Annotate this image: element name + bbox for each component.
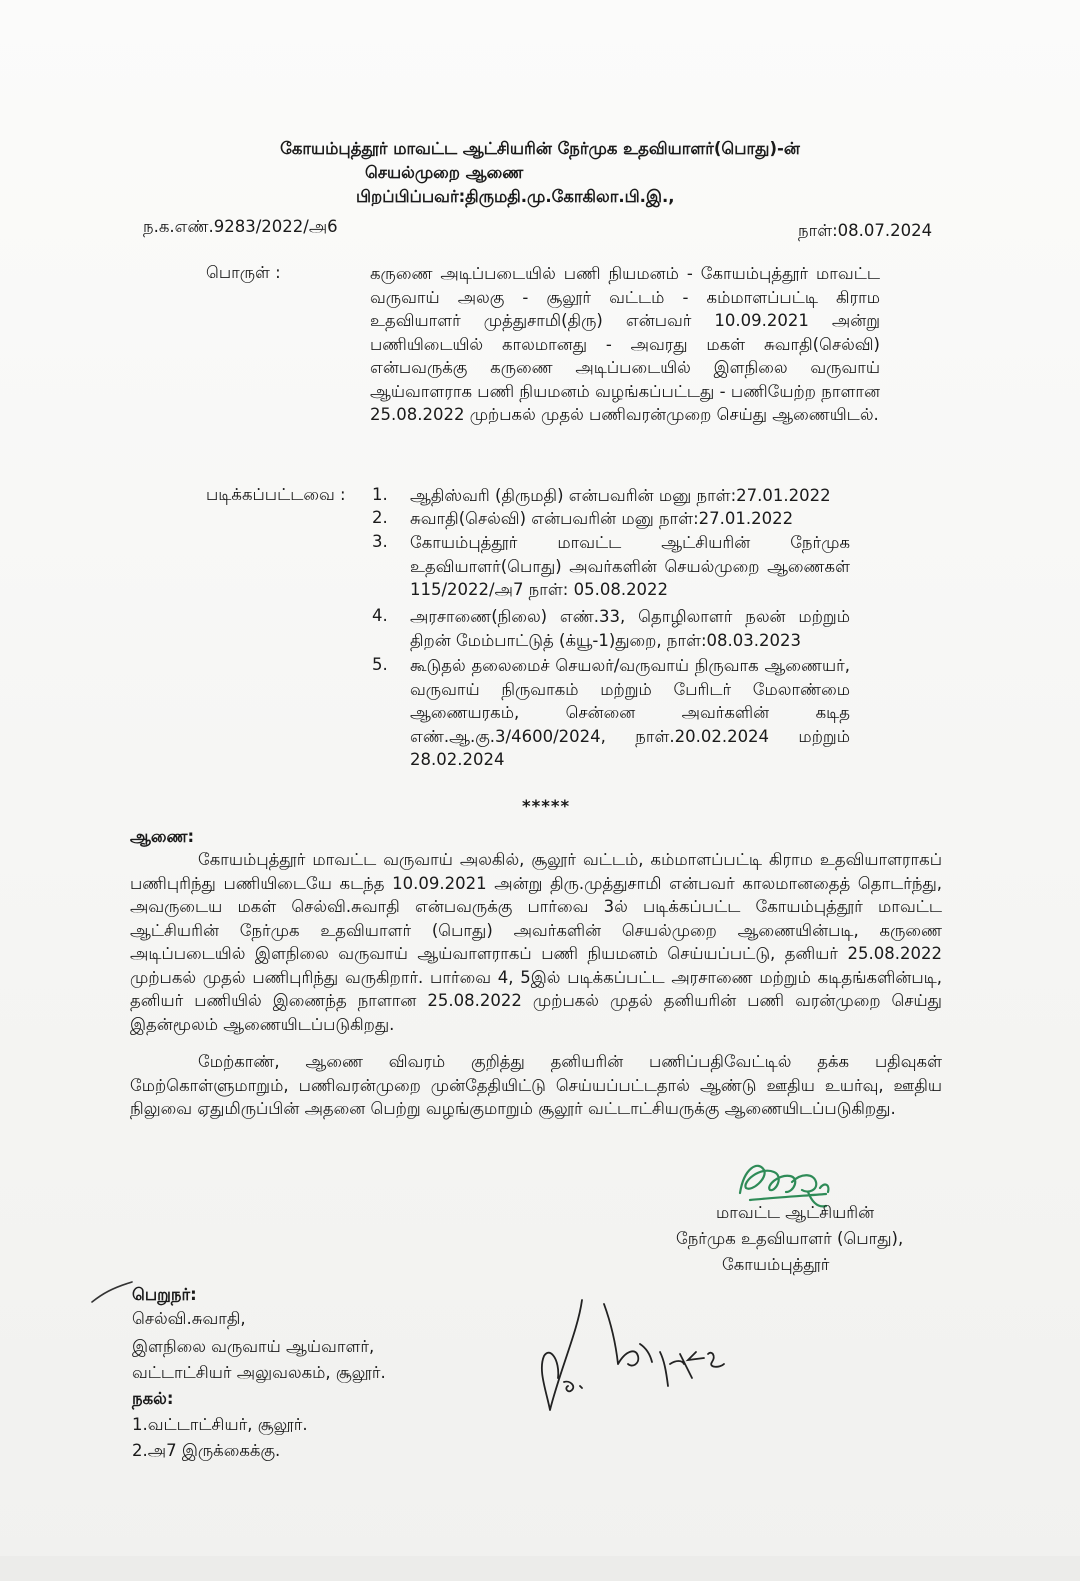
reference-item-number: 3. — [372, 532, 388, 551]
header-subtitle: செயல்முறை ஆணை — [365, 163, 524, 182]
reference-item-number: 2. — [372, 508, 388, 527]
copy-label: நகல்: — [132, 1389, 174, 1408]
order-paragraph-2: மேற்காண், ஆணை விவரம் குறித்து தனியரின் பணிப்பதிவேட்டில் தக்க பதிவுகள் மேற்கொள்ளுமாறும், பணிவரன்முறை முன்தேதியிட்டு செய்யப்பட்டதால் ஆண்டு ஊதிய உயர்வு, ஊதிய நிலுவை ஏதுமிருப்பின் அதனை பெற்று வழங்குமாறும் சூலூர் வட்டாட்சியருக்கு ஆணையிடப்படுகிறது. — [130, 1052, 942, 1118]
reference-item-text: ஆதிஸ்வரி (திருமதி) என்பவரின் மனு நாள்:27.01.2022 — [410, 486, 831, 505]
reference-item-text: சுவாதி(செல்வி) என்பவரின் மனு நாள்:27.01.2022 — [410, 509, 794, 528]
order-paragraph-1: கோயம்புத்தூர் மாவட்ட வருவாய் அலகில், சூலூர் வட்டம், கம்மாளப்பட்டி கிராம உதவியாளராகப் பணிபுரிந்து பணியிடையே கடந்த 10.09.2021 அன்று திரு.முத்துசாமி என்பவர் காலமானதைத் தொடர்ந்து, அவருடைய மகள் செல்வி.சுவாதி என்பவருக்கு பார்வை 3ல் படிக்கப்பட்ட கோயம்புத்தூர் மாவட்ட ஆட்சியரின் நேர்முக உதவியாளர் (பொது) அவர்களின் செயல்முறை ஆணையின்படி, கருணை அடிப்படையில் இளநிலை வருவாய் ஆய்வாளராகப் பணி நியமனம் செய்யப்பட்டு, தனியர் 25.08.2022 முற்பகல் முதல் பணிபுரிந்து வருகிறார். பார்வை 4, 5இல் படிக்கப்பட்ட அரசாணை மற்றும் கடிதங்களின்படி, தனியர் பணியில் இணைந்த நாளான 25.08.2022 முற்பகல் முதல் தனியரின் பணி வரன்முறை செய்து இதன்மூலம் ஆணையிடப்படுகிறது. — [130, 850, 942, 1034]
reference-item-number: 5. — [372, 655, 388, 674]
section-separator: ***** — [522, 797, 571, 816]
recipient-office: வட்டாட்சியர் அலுவலகம், சூலூர். — [132, 1363, 386, 1382]
header-issuer: பிறப்பிப்பவர்:திருமதி.மு.கோகிலா.பி.இ., — [356, 187, 675, 206]
document-date: நாள்:08.07.2024 — [798, 221, 933, 240]
recipient-name: செல்வி.சுவாதி, — [132, 1309, 246, 1328]
references-label: படிக்கப்பட்டவை : — [206, 485, 346, 504]
signatory-designation: நேர்முக உதவியாளர் (பொது), — [676, 1229, 904, 1248]
reference-item-text: கூடுதல் தலைமைச் செயலர்/வருவாய் நிருவாக ஆணையர், வருவாய் நிருவாகம் மற்றும் பேரிடர் மேலாண்மை ஆணையரகம், சென்னை அவர்களின் கடித எண்.ஆ.கு.3/4600/2024, நாள்.20.02.2024 மற்றும் 28.02.2024 — [410, 656, 850, 769]
signatory-location: கோயம்புத்தூர் — [722, 1255, 830, 1274]
reference-item-number: 4. — [372, 606, 388, 625]
page-bottom-edge — [0, 1556, 1080, 1581]
recipient-label: பெறுநர்: — [132, 1285, 197, 1304]
reference-item-text: அரசாணை(நிலை) எண்.33, தொழிலாளர் நலன் மற்றும் திறன் மேம்பாட்டுத் (க்யூ-1)துறை, நாள்:08.03.2023 — [410, 607, 850, 650]
order-label: ஆணை: — [130, 827, 195, 846]
signatory-title: மாவட்ட ஆட்சியரின் — [716, 1203, 875, 1222]
subject-label: பொருள் : — [206, 263, 281, 282]
reference-number: ந.க.எண்.9283/2022/அ6 — [143, 217, 338, 236]
reference-item-text: கோயம்புத்தூர் மாவட்ட ஆட்சியரின் நேர்முக உதவியாளர்(பொது) அவர்களின் செயல்முறை ஆணைகள் 115/2022/அ7 நாள்: 05.08.2022 — [410, 533, 850, 599]
header-title: கோயம்புத்தூர் மாவட்ட ஆட்சியரின் நேர்முக உதவியாளர்(பொது)-ன் — [280, 139, 800, 158]
copy-item: 1.வட்டாட்சியர், சூலூர். — [132, 1415, 308, 1434]
copy-item: 2.அ7 இருக்கைக்கு. — [132, 1441, 281, 1460]
signature-handwritten-date — [520, 1290, 730, 1420]
reference-item-number: 1. — [372, 485, 388, 504]
recipient-designation: இளநிலை வருவாய் ஆய்வாளர், — [132, 1337, 375, 1356]
tick-mark — [88, 1278, 138, 1308]
subject-text: கருணை அடிப்படையில் பணி நியமனம் - கோயம்புத்தூர் மாவட்ட வருவாய் அலகு - சூலூர் வட்டம் - கம்மாளப்பட்டி கிராம உதவியாளர் முத்துசாமி(திரு) என்பவர் 10.09.2021 அன்று பணியிடையில் காலமானது - அவரது மகள் சுவாதி(செல்வி) என்பவருக்கு கருணை அடிப்படையில் இளநிலை வருவாய் ஆய்வாளராக பணி நியமனம் வழங்கப்பட்டது - பணியேற்ற நாளான 25.08.2022 முற்பகல் முதல் பணிவரன்முறை செய்து ஆணையிடல். — [370, 264, 880, 424]
